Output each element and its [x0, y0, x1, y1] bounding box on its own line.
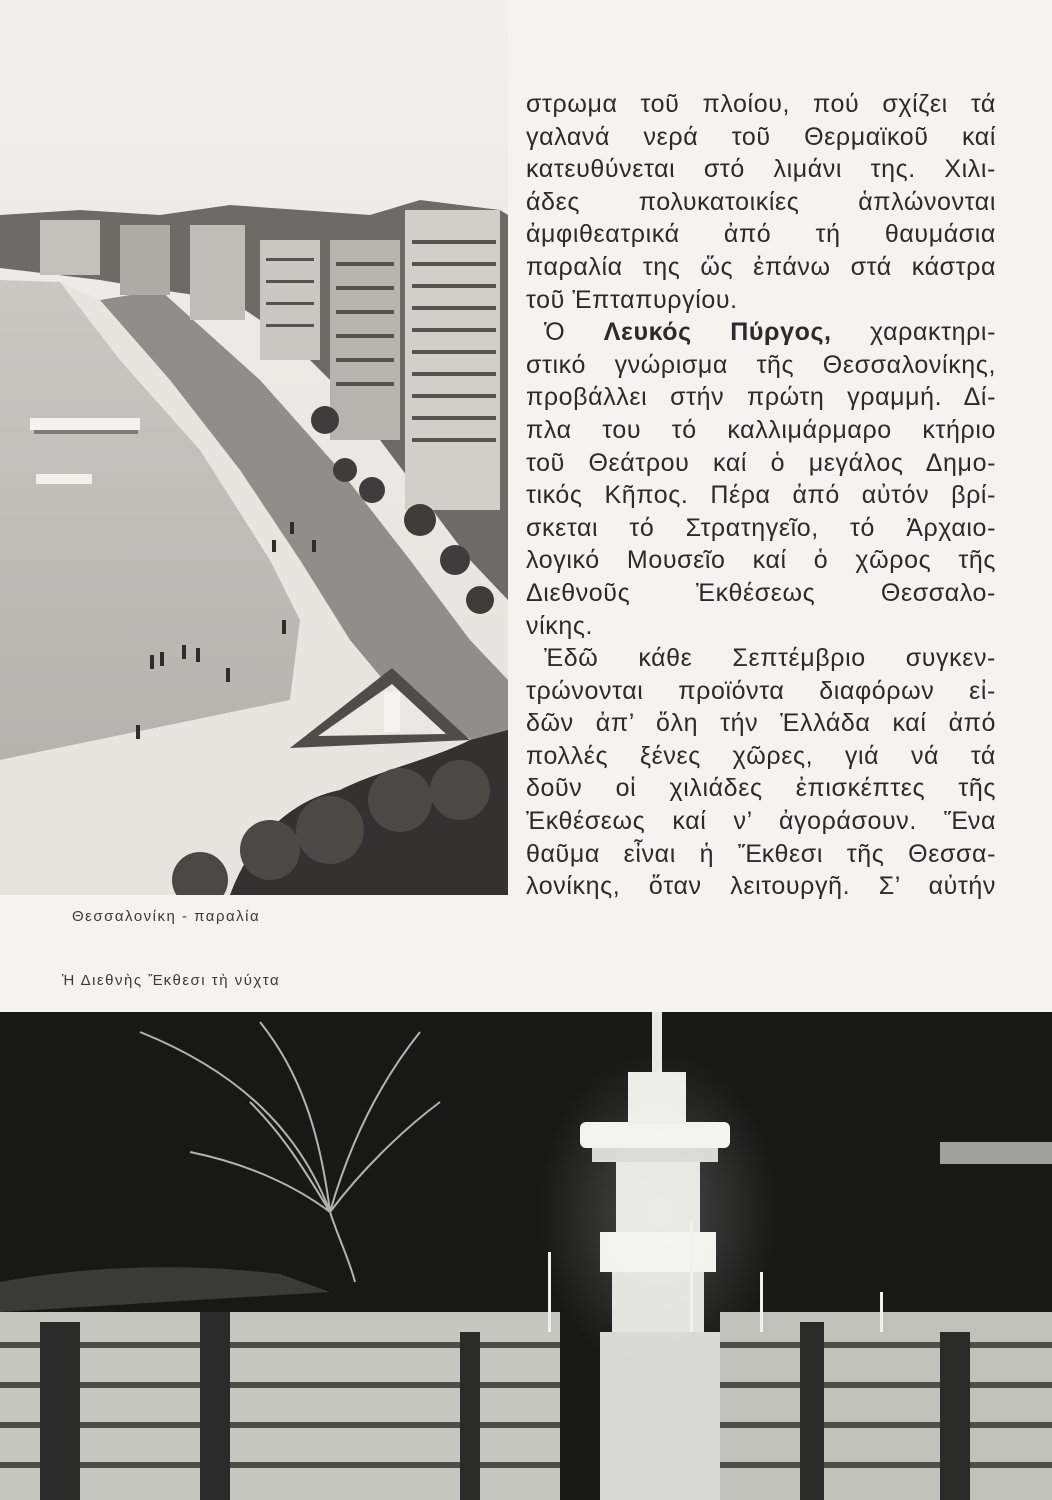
text-line: τοῦ Ἑπταπυργίου. — [526, 285, 738, 314]
text-line: δοῦν οἱ χιλιάδες ἐπισκέπτες τῆς — [526, 774, 996, 803]
text-line: προβάλλει στήν πρώτη γραμμή. Δί- — [526, 383, 996, 412]
text-line: κατευθύνεται στό λιμάνι της. Χιλι- — [526, 155, 996, 184]
text-fragment: Ὁ — [544, 318, 604, 347]
text-line: παραλία της ὥς ἐπάνω στά κάστρα — [526, 252, 996, 281]
text-line: γαλανά νερά τοῦ Θερμαϊκοῦ καί — [526, 122, 996, 151]
text-line: Ἐκθέσεως καί ν’ ἀγοράσουν. Ἕνα — [526, 807, 996, 836]
text-line: στρωμα τοῦ πλοίου, πού σχίζει τά — [526, 90, 996, 118]
text-line: Ἐδῶ κάθε Σεπτέμβριο συγκεν- — [544, 644, 996, 673]
text-line: άδες πολυκατοικίες ἁπλώνονται — [526, 187, 996, 216]
photo-caption-seafront: Θεσσαλονίκη - παραλία — [72, 908, 261, 925]
paragraph-2 — [526, 316, 996, 642]
text-line: σκεται τό Στρατηγεῖο, τό Ἀρχαιο- — [526, 513, 996, 542]
text-line: στικό γνώρισμα τῆς Θεσσαλονίκης, — [526, 350, 996, 379]
text-line: ἀμφιθεατρικά ἀπό τή θαυμάσια — [526, 220, 996, 249]
article-text — [526, 88, 996, 903]
seafront-photo — [0, 0, 508, 895]
text-line: Διεθνοῦς Ἐκθέσεως Θεσσαλο- — [526, 578, 996, 607]
landmark-name-white-tower: Λευκός Πύργος, — [603, 318, 832, 347]
text-line: νίκης. — [526, 611, 594, 640]
paragraph-1 — [526, 88, 996, 316]
text-line: λονίκης, ὅταν λειτουργῆ. Σ’ αὐτήν — [526, 872, 996, 901]
paragraph-3 — [526, 642, 996, 903]
text-line: δῶν ἀπ’ ὅλη τήν Ἑλλάδα καί ἀπό — [526, 709, 996, 738]
text-line: λογικό Μουσεῖο καί ὁ χῶρος τῆς — [526, 546, 996, 575]
text-line: θαῦμα εἶναι ἡ Ἔκθεσι τῆς Θεσσα- — [526, 839, 996, 868]
text-line: τοῦ Θεάτρου καί ὁ μεγάλος Δημο- — [526, 448, 996, 477]
fair-night-photo — [0, 1012, 1052, 1500]
text-line: πλα του τό καλλιμάρμαρο κτήριο — [526, 415, 996, 444]
text-line-first — [526, 316, 996, 349]
photo-caption-fair-night: Ἡ Διεθνὴς Ἔκθεσι τὴ νύχτα — [62, 972, 281, 989]
text-line: πολλές ξένες χῶρες, γιά νά τά — [526, 741, 996, 770]
text-line: τρώνονται προϊόντα διαφόρων εἰ- — [526, 676, 996, 705]
text-fragment: χαρακτηρι- — [831, 318, 996, 347]
text-line: τικός Κῆπος. Πέρα ἀπό αὐτόν βρί- — [526, 481, 996, 510]
